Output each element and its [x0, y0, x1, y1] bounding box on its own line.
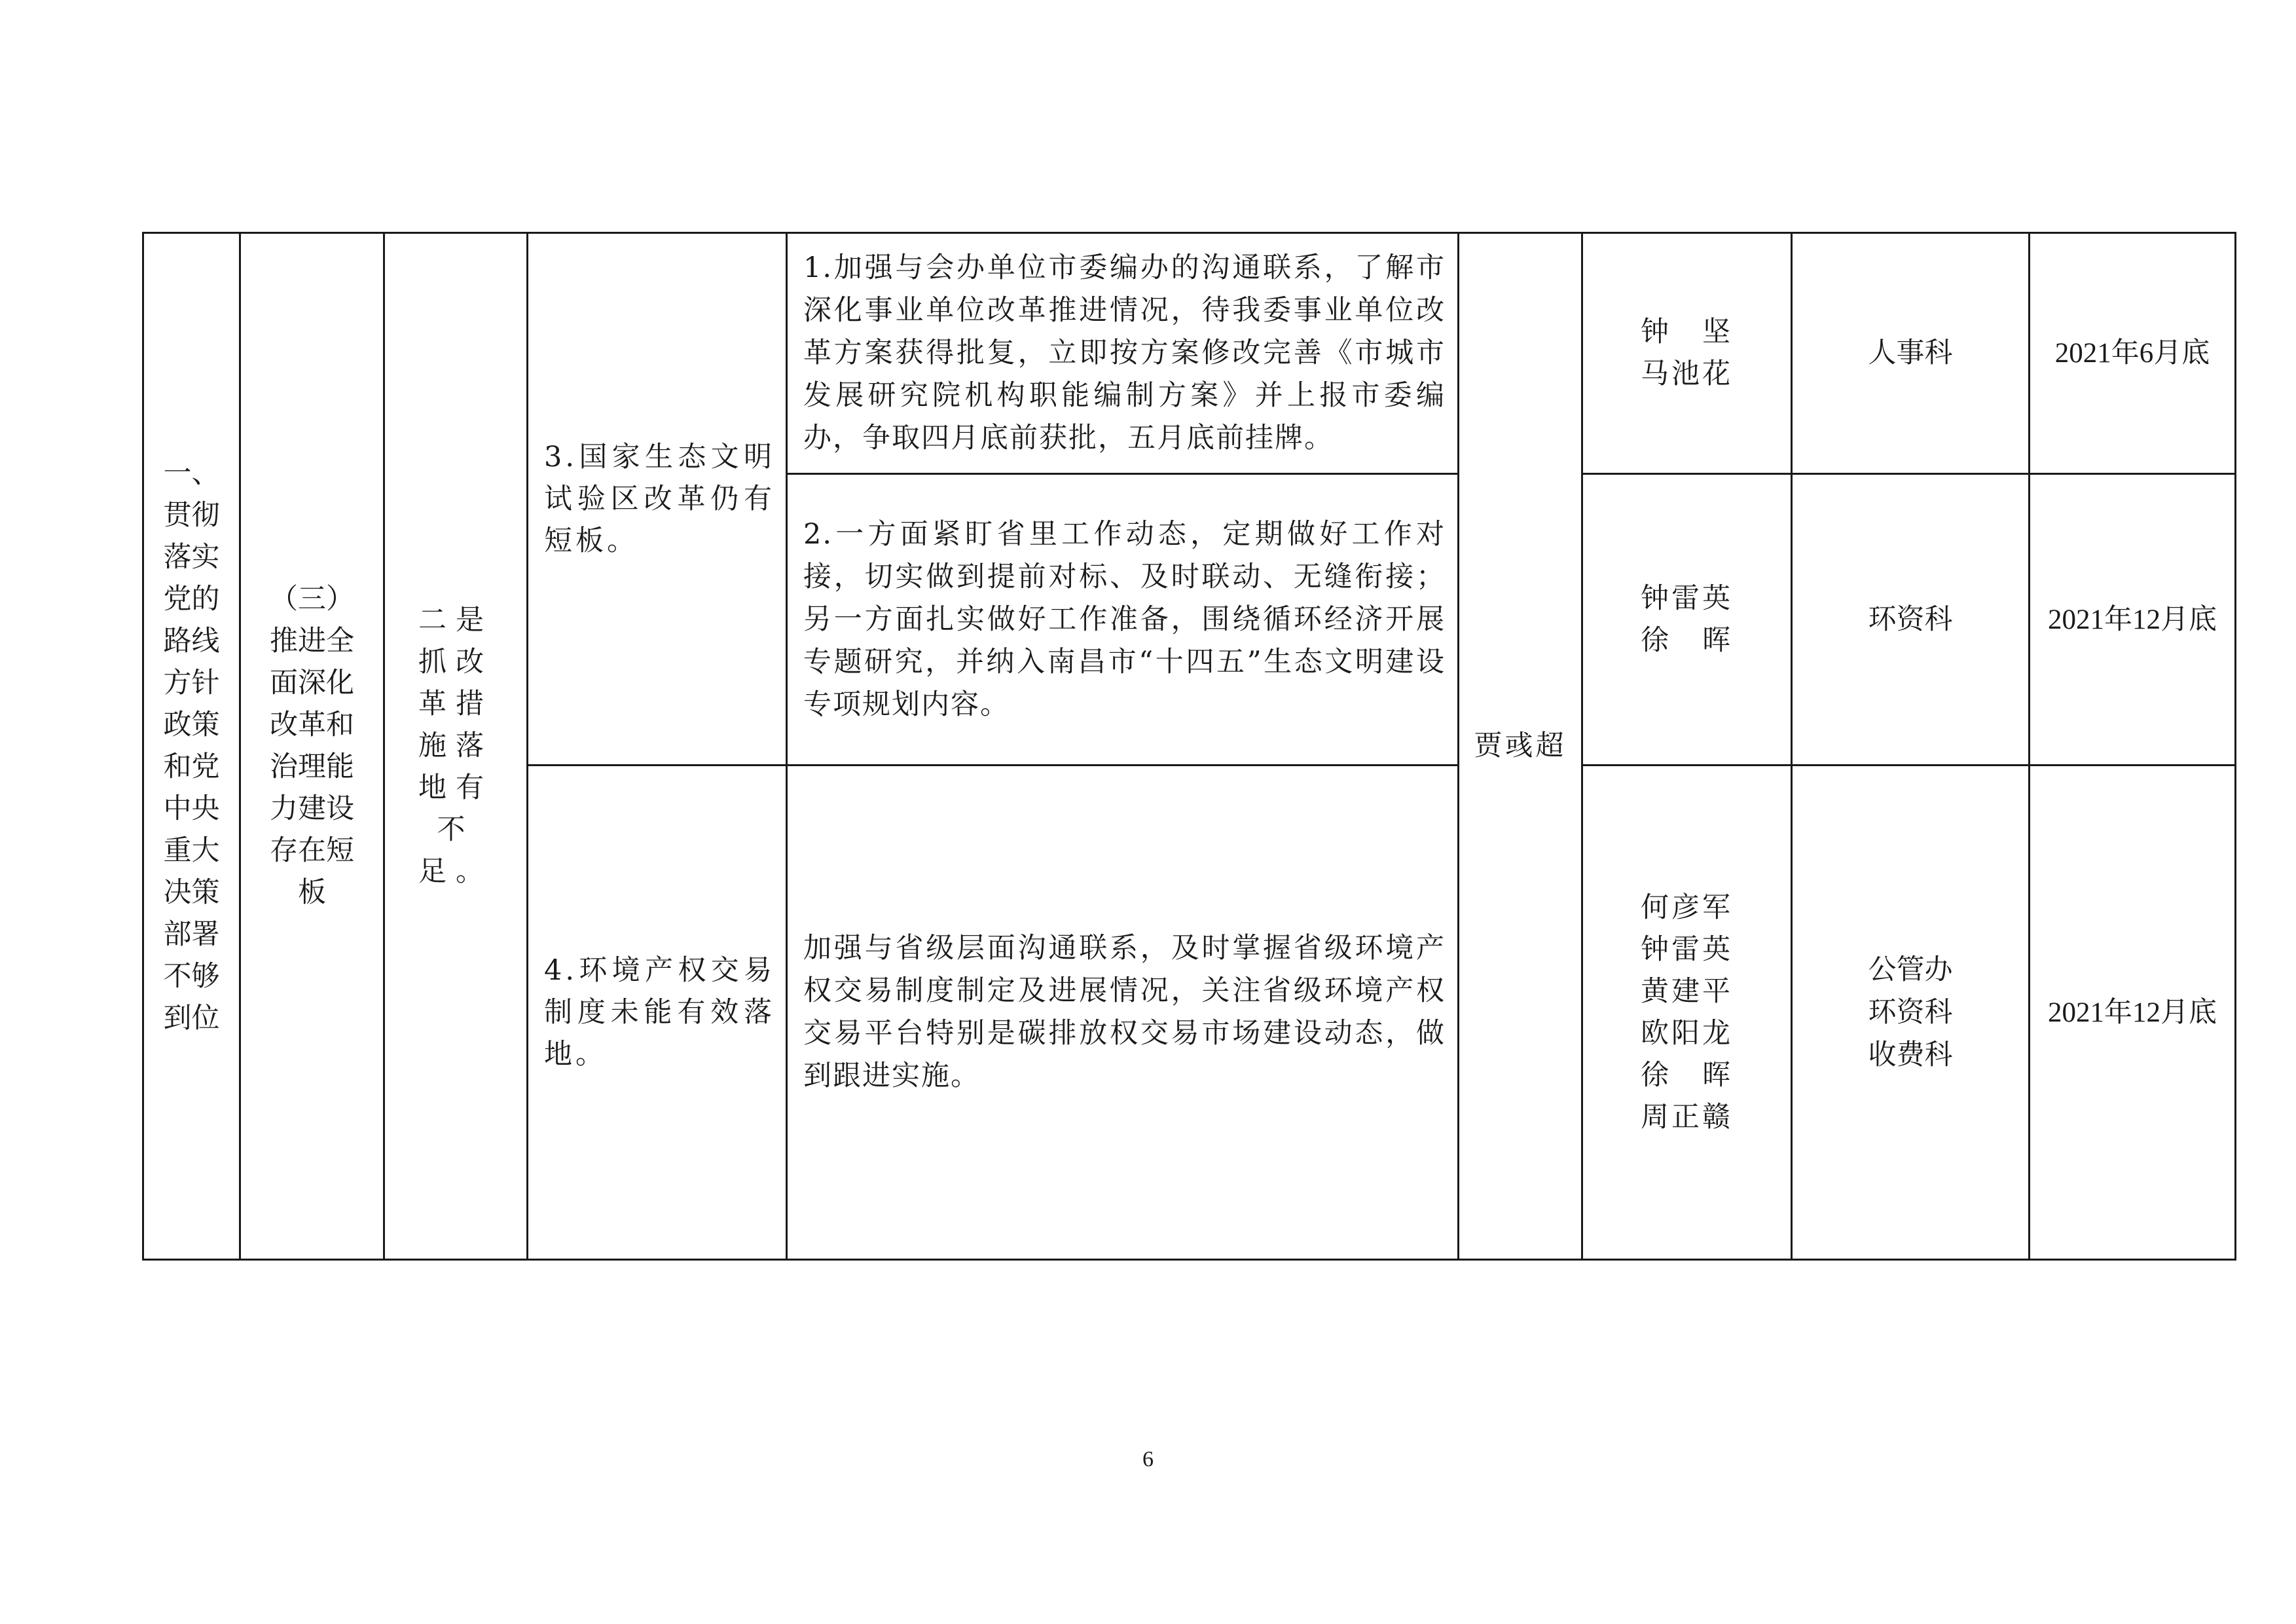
person-name: 钟雷英: [1641, 932, 1733, 966]
person-name: 何彦军: [1641, 891, 1733, 924]
department-name: 收费科: [1868, 1038, 1953, 1071]
persons-cell: [1582, 474, 1792, 766]
responsible-departments: [1793, 332, 2028, 375]
persons-cell: [1582, 233, 1792, 474]
measure-text: 2.一方面紧盯省里工作动态，定期做好工作对接，切实做到提前对标、及时联动、无缝衔接；另一方面扎实做好工作准备，围绕循环经济开展专题研究，并纳入南昌市“十四五”生态文明建设专项规划内容。: [803, 517, 1446, 721]
person-name: 徐 晖: [1641, 1058, 1733, 1092]
person-name: 马池花: [1641, 358, 1733, 390]
page-number: 6: [1142, 1447, 1154, 1471]
department-name: 人事科: [1868, 337, 1953, 369]
department-name: 环资科: [1868, 995, 1953, 1029]
person-name: 周正赣: [1641, 1100, 1733, 1134]
departments-cell: [1792, 474, 2030, 766]
responsible-departments: [1793, 599, 2028, 641]
issue-text: 3.国家生态文明试验区改革仍有短板。: [544, 441, 775, 557]
persons-cell: [1582, 766, 1792, 1260]
deadline-cell: [2030, 766, 2236, 1260]
issue-cell: [528, 766, 787, 1260]
person-name: 徐 晖: [1641, 623, 1733, 657]
category-text: 一、贯彻落实党的路线方针政策和党中央重大决策部署不够到位: [163, 457, 220, 1035]
leader-cell: [1459, 233, 1582, 1260]
measure-cell: [787, 766, 1459, 1260]
measure-text: 1.加强与会办单位市委编办的沟通联系，了解市深化事业单位改革推进情况，待我委事业单位改革方案获得批复，立即按方案修改完善《市城市发展研究院机构职能编制方案》并上报市委编办，争取四月底前获批，五月底前挂牌。: [803, 251, 1446, 454]
responsible-persons: [1641, 578, 1733, 661]
issue-text: 4.环境产权交易制度未能有效落地。: [544, 954, 775, 1071]
problem-cell: [384, 233, 528, 1260]
subcategory-text: （三）推进全面深化改革和治理能力建设存在短板: [270, 583, 354, 909]
deadline-text: 2021年6月底: [2054, 338, 2210, 369]
measure-cell: [787, 233, 1459, 474]
measure-cell: [787, 474, 1459, 766]
responsible-departments: [1793, 949, 2028, 1077]
category-cell: [143, 233, 240, 1260]
department-name: 公管办: [1868, 953, 1953, 986]
departments-cell: [1792, 233, 2030, 474]
rectification-table: [142, 232, 2236, 1261]
subcategory-cell: [240, 233, 384, 1260]
responsible-persons: [1641, 311, 1733, 395]
person-name: 欧阳龙: [1641, 1016, 1733, 1050]
deadline-cell: [2030, 233, 2236, 474]
person-name: 钟雷英: [1641, 581, 1733, 615]
responsible-leader: 贾彧超: [1474, 729, 1567, 762]
deadline-cell: [2030, 474, 2236, 766]
table-row: [143, 233, 2236, 474]
person-name: 钟 坚: [1641, 316, 1733, 348]
deadline-text: 2021年12月底: [2048, 997, 2217, 1028]
issue-cell: [528, 233, 787, 766]
person-name: 黄建平: [1641, 974, 1733, 1008]
measure-text: 加强与省级层面沟通联系，及时掌握省级环境产权交易制度制定及进展情况，关注省级环境产权交易平台特别是碳排放权交易市场建设动态，做到跟进实施。: [803, 932, 1446, 1092]
department-name: 环资科: [1868, 602, 1953, 636]
deadline-text: 2021年12月底: [2048, 604, 2217, 635]
responsible-persons: [1641, 887, 1733, 1138]
problem-text: 二是抓改革措施落地有不足。: [418, 604, 493, 888]
departments-cell: [1792, 766, 2030, 1260]
